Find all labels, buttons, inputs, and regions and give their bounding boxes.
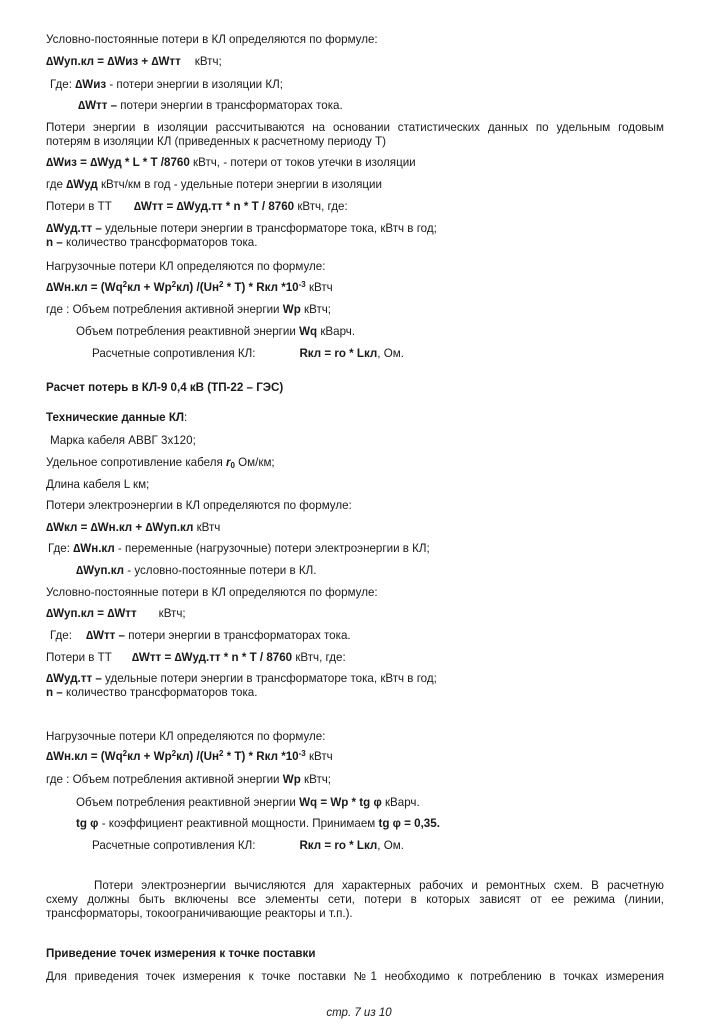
formula-line: ∆Wиз = ∆Wуд * L * T /8760 кВтч, - потери от токов утечки в изоляции [46, 156, 416, 169]
formula-line: $\Delta Wн.кл = (Wq^2кл + Wp^2кл)$ $/(Uн^2 * T)$ * Rкл $*10^{-3}$ кВтч [46, 280, 333, 294]
section-heading: Расчет потерь в КЛ-9 0,4 кВ (ТП-22 – ГЭС) [46, 381, 284, 394]
text-line: n – количество трансформаторов тока. [46, 686, 258, 699]
text-line: где : Объем потребления активной энергии Wp кВтч; [46, 303, 332, 316]
formula-line: Потери в ТТ ∆Wтт = ∆Wуд.тт * n * T / 8760 кВтч, где: [46, 200, 348, 213]
text-line: ∆Wуд.тт – удельные потери энергии в трансформаторе тока, кВтч в год; [46, 222, 437, 235]
text-line: Потери электроэнергии в КЛ определяются по формуле: [46, 499, 352, 512]
formula-line: Расчетные сопротивления КЛ: Rкл = rо * Lкл, Ом. [92, 347, 404, 360]
formula-line: Потери в ТТ ∆Wтт = ∆Wуд.тт * n * T / 8760 кВтч, где: [46, 651, 346, 664]
text-line: Объем потребления реактивной энергии Wq = Wp * tg φ кВарч. [76, 796, 420, 809]
formula-line: $\Delta Wн.кл = (Wq^2кл + Wp^2кл)$ $/(Uн^2 * T)$ * Rкл $*10^{-3}$ кВтч [46, 749, 333, 763]
text-line: Условно-постоянные потери в КЛ определяются по формуле: [46, 33, 378, 46]
text-line: Где: ∆Wн.кл - переменные (нагрузочные) потери электроэнергии в КЛ; [48, 542, 430, 555]
text-line: Марка кабеля АВВГ 3х120; [50, 434, 196, 447]
text-line: Условно-постоянные потери в КЛ определяются по формуле: [46, 586, 378, 599]
paragraph-line: трансформаторы, токоограничивающие реакторы и т.п.). [46, 907, 353, 920]
text-line: Нагрузочные потери КЛ определяются по формуле: [46, 260, 326, 273]
text-line: где : Объем потребления активной энергии Wp кВтч; [46, 773, 332, 786]
text-line: где ∆Wуд кВтч/км в год - удельные потери энергии в изоляции [46, 178, 382, 191]
text-line: ∆Wуп.кл - условно-постоянные потери в КЛ. [76, 564, 317, 577]
paragraph-line: Потери энергии в изоляции рассчитываются на основании статистических данных по удельным годовым [46, 121, 664, 134]
text-line: ∆Wуд.тт – удельные потери энергии в трансформаторе тока, кВтч в год; [46, 672, 437, 685]
text-line: Удельное сопротивление кабеля $r_0$ Ом/км; [46, 456, 275, 470]
paragraph-line: потерям в изоляции КЛ (приведенных к расчетному периоду Т) [46, 135, 387, 148]
section-heading: Приведение точек измерения к точке поставки [46, 947, 316, 960]
formula-line: Расчетные сопротивления КЛ: Rкл = rо * Lкл, Ом. [92, 839, 404, 852]
text-line: Объем потребления реактивной энергии Wq кВарч. [76, 325, 356, 338]
text-line: n – количество трансформаторов тока. [46, 236, 258, 249]
subheading: Технические данные КЛ: [46, 411, 188, 424]
text-line: tg φ - коэффициент реактивной мощности. Принимаем tg φ = 0,35. [76, 817, 440, 830]
text-line: Нагрузочные потери КЛ определяются по формуле: [46, 730, 326, 743]
paragraph-line: Для приведения точек измерения к точке поставки №1 необходимо к потреблению в точках измерения [46, 970, 664, 983]
page-number: стр. 7 из 10 [326, 1007, 392, 1019]
text-line: Где: ∆Wиз - потери энергии в изоляции КЛ; [50, 78, 283, 91]
text-line: Где: ∆Wтт – потери энергии в трансформаторах тока. [50, 629, 351, 642]
paragraph-line: схему должны быть включены все элементы сети, потери в которых зависят от ее режима (линии, [46, 893, 664, 906]
paragraph-line: Потери электроэнергии вычисляются для характерных рабочих и ремонтных схем. В расчетную [94, 879, 664, 892]
text-line: Длина кабеля L км; [46, 478, 150, 491]
formula-line: ∆Wуп.кл = ∆Wтт кВтч; [46, 607, 186, 620]
formula-line: ∆Wуп.кл = ∆Wиз + ∆Wтт кВтч; [46, 55, 222, 68]
text-line: ∆Wтт – потери энергии в трансформаторах тока. [78, 99, 343, 112]
formula-line: ∆Wкл = ∆Wн.кл + ∆Wуп.кл кВтч [46, 521, 221, 534]
